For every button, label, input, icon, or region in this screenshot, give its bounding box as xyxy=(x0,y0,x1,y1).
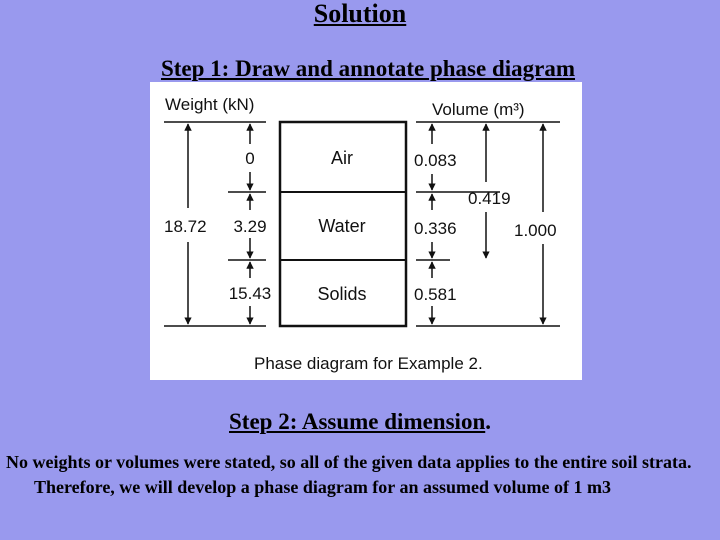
air-volume-value: 0.083 xyxy=(414,151,457,170)
phase-solids-label: Solids xyxy=(317,284,367,304)
solids-weight-value: 15.43 xyxy=(228,284,272,303)
body-paragraph: No weights or volumes were stated, so all of the given data applies to the entire soil strata. Therefore, we will develop a phase diagram for an assumed volume of 1 m3 xyxy=(6,452,692,497)
weight-header: Weight (kN) xyxy=(165,95,255,114)
step1-heading: Step 1: Draw and annotate phase diagram xyxy=(160,56,576,81)
volume-header: Volume (m³) xyxy=(432,100,525,119)
solids-volume-value: 0.581 xyxy=(414,285,457,304)
step2-heading-dot: . xyxy=(485,409,491,434)
step2-heading xyxy=(0,408,720,436)
step2-heading-text: Step 2: Assume dimension xyxy=(229,409,486,434)
voids-volume-value: 0.419 xyxy=(468,189,511,208)
phase-diagram xyxy=(150,82,582,380)
total-weight-value: 18.72 xyxy=(164,217,207,236)
water-weight-value: 3.29 xyxy=(233,217,267,236)
air-weight-value: 0 xyxy=(245,149,255,168)
total-volume-value: 1.000 xyxy=(514,221,557,240)
slide-title: Solution xyxy=(313,0,407,28)
diagram-caption: Phase diagram for Example 2. xyxy=(254,354,483,373)
phase-air-label: Air xyxy=(331,148,353,168)
water-volume-value: 0.336 xyxy=(414,219,457,238)
phase-water-label: Water xyxy=(318,216,366,236)
phase-diagram-figure xyxy=(150,82,582,380)
